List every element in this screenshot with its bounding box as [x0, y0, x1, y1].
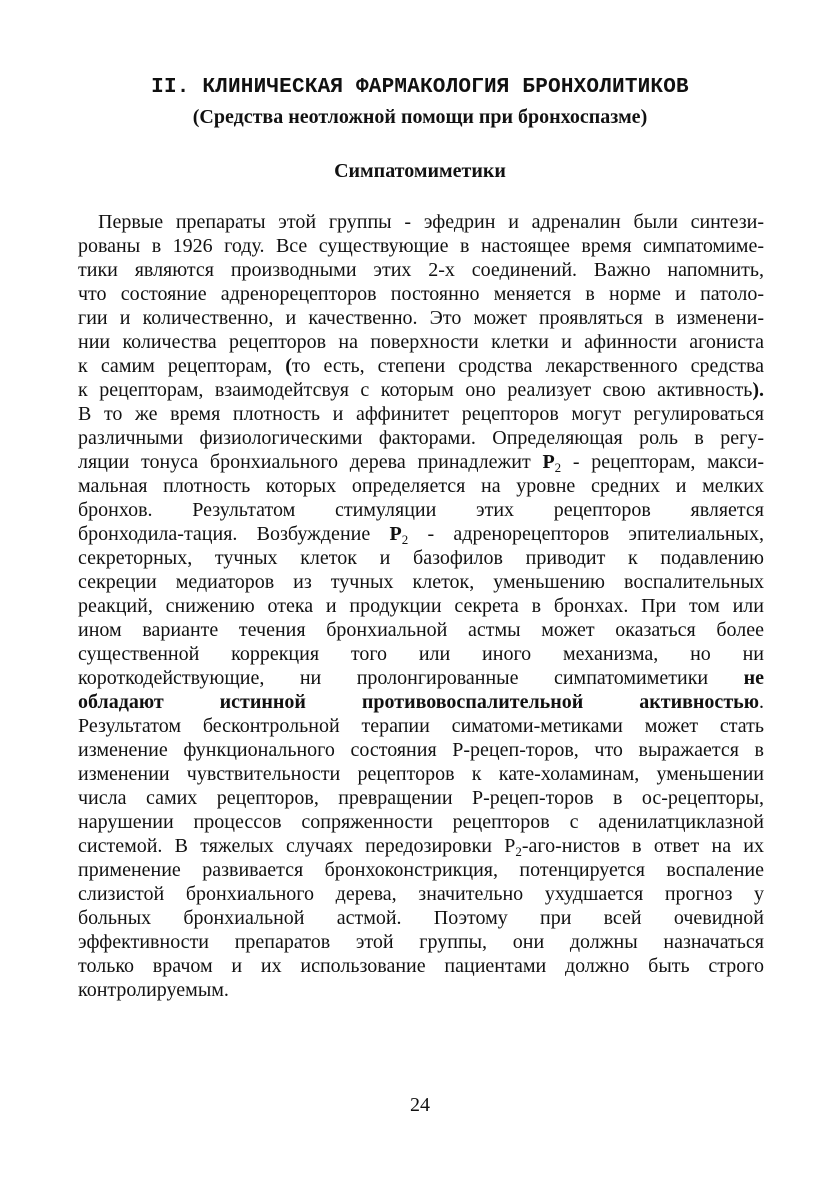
- text-run: нарушении процессов сопряженности рецепторов с аденилатциклазной: [78, 811, 764, 833]
- body-line: [78, 738, 764, 762]
- body-line: [78, 570, 764, 594]
- body-line: [78, 834, 764, 858]
- body-line: [78, 762, 764, 786]
- text-run: применение развивается бронхоконстрикция, потенцируется воспаление: [78, 859, 764, 881]
- body-line: [78, 786, 764, 810]
- body-line: [78, 354, 764, 378]
- body-line: [78, 954, 764, 978]
- text-run: эффективности препаратов этой группы, они должны назначаться: [78, 931, 764, 953]
- body-line: [78, 450, 764, 474]
- body-line: [78, 858, 764, 882]
- text-run: - рецепторам, макси-: [561, 451, 764, 473]
- text-run: реакций, снижению отека и продукции секрета в бронхах. При том или: [78, 595, 764, 617]
- body-line: [78, 522, 764, 546]
- body-line: [78, 690, 764, 714]
- text-run: изменение функционального состояния Р-рецеп-торов, что выражается в: [78, 739, 764, 761]
- body-line: [78, 666, 764, 690]
- text-run: - адренорецепторов эпителиальных,: [408, 523, 764, 545]
- bold-text: Р: [542, 451, 555, 473]
- body-line: [78, 978, 764, 1002]
- text-run: только врачом и их использование пациентами должно быть строго: [78, 955, 764, 977]
- text-run: больных бронхиальной астмой. Поэтому при всей очевидной: [78, 907, 764, 929]
- text-run: мальная плотность которых определяется на уровне средних и мелких: [78, 475, 764, 497]
- text-run: бронхов. Результатом стимуляции этих рецепторов является: [78, 499, 764, 521]
- chapter-title: II. КЛИНИЧЕСКАЯ ФАРМАКОЛОГИЯ БРОНХОЛИТИКОВ: [151, 76, 689, 99]
- text-run: короткодействующие, ни пролонгированные симпатомиметики: [78, 667, 744, 689]
- text-run: контролируемым.: [78, 979, 229, 1001]
- body-line: [78, 810, 764, 834]
- text-run: ином варианте течения бронхиальной астмы может оказаться более: [78, 619, 764, 641]
- body-line: [78, 618, 764, 642]
- text-run: Результатом бесконтрольной терапии симатоми-метиками может стать: [78, 715, 764, 737]
- text-run: -аго-нистов в ответ на их: [521, 835, 764, 857]
- text-run: нии количества рецепторов на поверхности клетки и афинности агониста: [78, 331, 764, 353]
- text-run: В то же время плотность и аффинитет рецепторов могут регулироваться: [78, 403, 764, 425]
- body-line: [78, 330, 764, 354]
- text-run: гии и количественно, и качественно. Это может проявляться в изменени-: [78, 307, 764, 329]
- body-line: [78, 210, 764, 234]
- text-run: к самим рецепторам,: [78, 355, 286, 377]
- body-line: [78, 594, 764, 618]
- text-run: тики являются производными этих 2-х соединений. Важно напомнить,: [78, 259, 764, 281]
- body-line: [78, 306, 764, 330]
- body-line: [78, 378, 764, 402]
- body-line: [78, 546, 764, 570]
- page-number: 24: [410, 1094, 430, 1116]
- body-line: [78, 714, 764, 738]
- subscript: 2: [515, 844, 522, 859]
- body-line: [78, 258, 764, 282]
- text-run: секреторных, тучных клеток и базофилов приводит к подавлению: [78, 547, 764, 569]
- body-line: [78, 642, 764, 666]
- text-run: числа самих рецепторов, превращении Р-рецеп-торов в ос-рецепторы,: [78, 787, 764, 809]
- body-line: [78, 498, 764, 522]
- text-run: системой. В тяжелых случаях передозировки Р: [78, 835, 516, 857]
- section-heading: Симпатомиметики: [334, 160, 506, 182]
- body-line: [78, 882, 764, 906]
- body-line: [78, 906, 764, 930]
- body-line: [78, 402, 764, 426]
- chapter-subtitle: (Средства неотложной помощи при бронхоспазме): [192, 106, 648, 128]
- text-run: существенной коррекция того или иного механизма, но ни: [78, 643, 764, 665]
- bold-text: ).: [752, 379, 764, 401]
- bold-text: обладают истинной противовоспалительной активностью: [78, 691, 759, 713]
- bold-text: Р: [389, 523, 402, 545]
- text-run: Первые препараты этой группы - эфедрин и адреналин были синтези-: [98, 211, 764, 233]
- text-run: бронходила-тация. Возбуждение: [78, 523, 390, 545]
- text-run: то есть, степени сродства лекарственного средства: [291, 355, 765, 377]
- text-run: ляции тонуса бронхиального дерева принадлежит: [78, 451, 543, 473]
- bold-text: не: [743, 667, 764, 689]
- body-paragraph: [78, 210, 764, 1002]
- body-line: [78, 930, 764, 954]
- text-run: .: [759, 691, 764, 713]
- text-run: различными физиологическими факторами. Определяющая роль в регу-: [78, 427, 764, 449]
- text-run: изменении чувствительности рецепторов к кате-холаминам, уменьшении: [78, 763, 764, 785]
- text-run: что состояние адренорецепторов постоянно меняется в норме и патоло-: [78, 283, 764, 305]
- bold-text: (: [285, 355, 292, 377]
- body-line: [78, 234, 764, 258]
- body-line: [78, 426, 764, 450]
- text-run: рованы в 1926 году. Все существующие в настоящее время симпатомиме-: [78, 235, 764, 257]
- text-run: секреции медиаторов из тучных клеток, уменьшению воспалительных: [78, 571, 764, 593]
- body-line: [78, 282, 764, 306]
- text-run: к рецепторам, взаимодейтсвуя с которым оно реализует свою активность: [78, 379, 753, 401]
- subscript: 2: [554, 460, 562, 475]
- subscript: 2: [401, 532, 409, 547]
- text-run: слизистой бронхиального дерева, значительно ухудшается прогноз у: [78, 883, 764, 905]
- body-line: [78, 474, 764, 498]
